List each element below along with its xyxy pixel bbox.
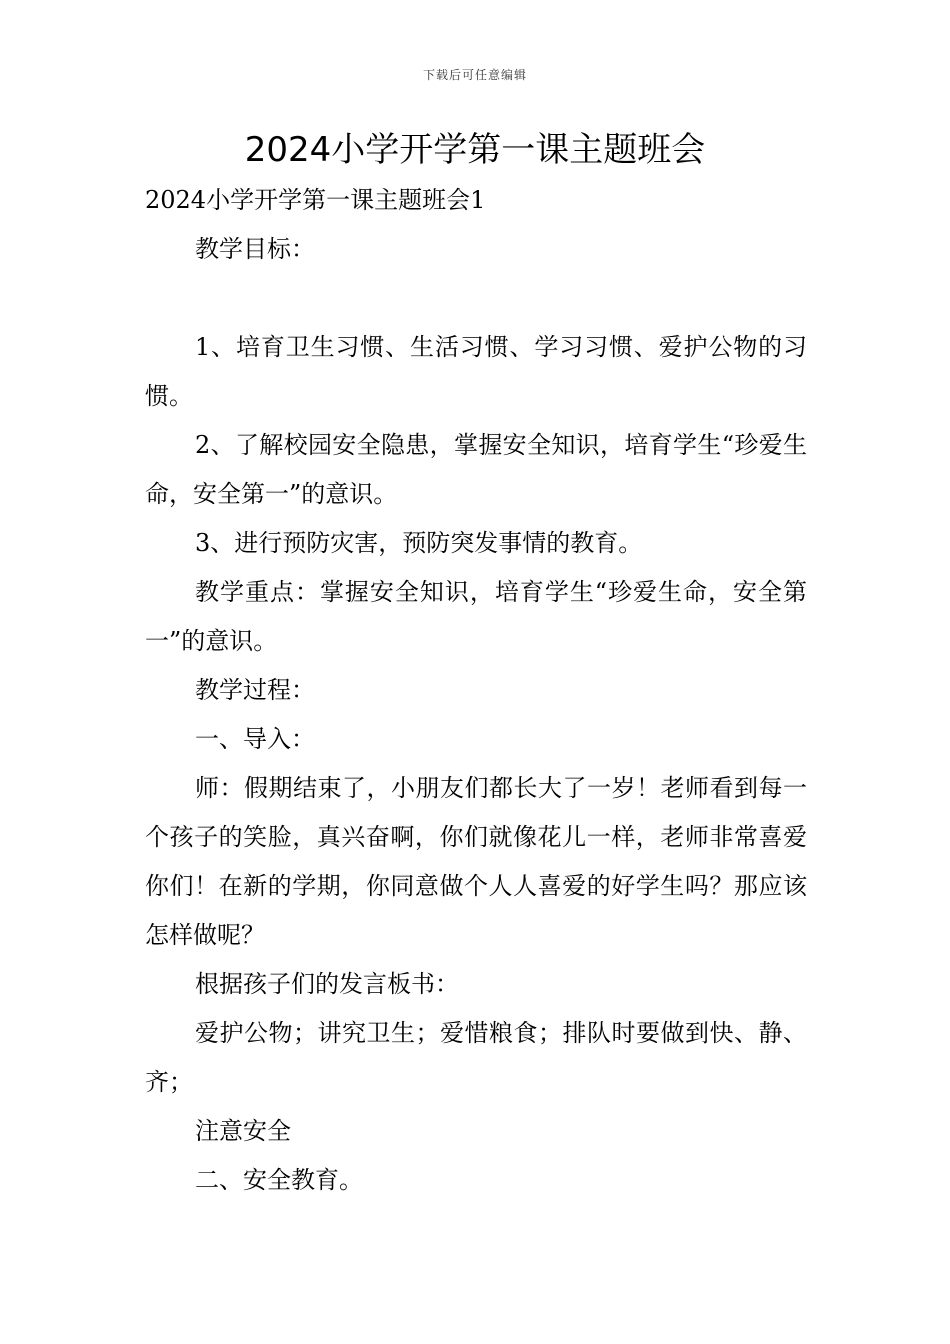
paragraph-safety-education-heading: 二、安全教育。 (195, 1166, 363, 1194)
paragraph-safety-note: 注意安全 (195, 1117, 291, 1145)
section-subtitle: 2024小学开学第一课主题班会1 (145, 186, 486, 214)
paragraph-board-note: 根据孩子们的发言板书： (195, 970, 459, 998)
paragraph-objective-2: 2、了解校园安全隐患，掌握安全知识，培育学生“珍爱生命，安全第一”的意识。 (145, 431, 807, 508)
paragraph-objectives-heading: 教学目标： (195, 235, 315, 263)
document-body (145, 176, 807, 1205)
paragraph-objective-1: 1、培育卫生习惯、生活习惯、学习习惯、爱护公物的习惯。 (145, 333, 807, 410)
paragraph-board-items: 爱护公物；讲究卫生；爱惜粮食；排队时要做到快、静、齐； (145, 1019, 807, 1096)
paragraph-key-points: 教学重点：掌握安全知识，培育学生“珍爱生命，安全第一”的意识。 (145, 578, 807, 655)
blank-line (145, 274, 807, 323)
paragraph-process-heading: 教学过程： (195, 676, 315, 704)
paragraph-intro-heading: 一、导入： (195, 725, 315, 753)
paragraph-objective-3: 3、进行预防灾害，预防突发事情的教育。 (195, 529, 643, 557)
header-note: 下载后可任意编辑 (422, 68, 527, 82)
paragraph-teacher-speech: 师：假期结束了，小朋友们都长大了一岁！老师看到每一个孩子的笑脸，真兴奋啊，你们就像花儿一样，老师非常喜爱你们！在新的学期，你同意做个人人喜爱的好学生吗？那应该怎样做呢？ (145, 774, 807, 949)
document-title: 2024小学开学第一课主题班会 (244, 130, 706, 170)
